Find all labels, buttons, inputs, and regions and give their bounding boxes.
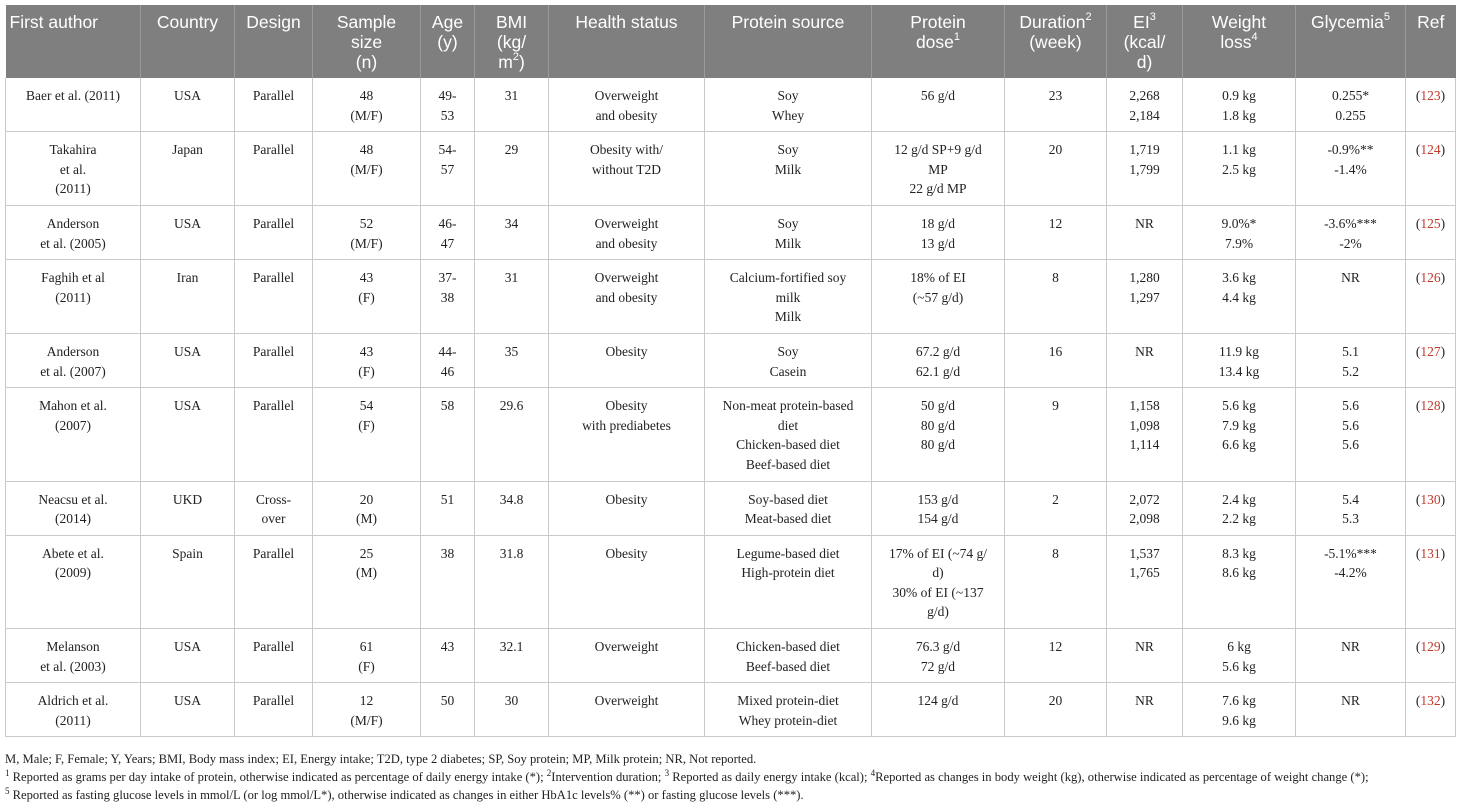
reference-link[interactable]: 128: [1420, 398, 1441, 414]
cell-dose: 18 g/d 13 g/d: [872, 205, 1005, 259]
cell-bmi: 31: [475, 78, 549, 132]
cell-glycemia: 0.255* 0.255: [1296, 78, 1406, 132]
cell-sample: 25 (M): [313, 535, 421, 628]
cell-duration: 20: [1005, 132, 1107, 206]
footnote-1: Reported as grams per day intake of protein, otherwise indicated as percentage of daily energy intake (*);: [12, 770, 547, 784]
cell-age: 43: [421, 629, 475, 683]
cell-dose: 56 g/d: [872, 78, 1005, 132]
cell-glycemia: 5.6 5.6 5.6: [1296, 388, 1406, 481]
cell-ref: (127): [1406, 333, 1456, 387]
cell-country: Iran: [141, 260, 235, 334]
cell-glycemia: NR: [1296, 260, 1406, 334]
footnote-line-3: $^5$ Reported as fasting glucose levels in mmol/L (or log mmol/L*), otherwise indicated as changes in either HbA1c levels% (**) or fasting glucose levels (***).: [5, 785, 804, 802]
cell-dose: 76.3 g/d 72 g/d: [872, 629, 1005, 683]
cell-sample: 43 (F): [313, 260, 421, 334]
cell-age: 38: [421, 535, 475, 628]
cell-glycemia: 5.4 5.3: [1296, 481, 1406, 535]
cell-age: 58: [421, 388, 475, 481]
cell-health: Overweight and obesity: [549, 205, 705, 259]
header-bmi: BMI (kg/ $m^2$): [475, 5, 549, 78]
cell-ref: (124): [1406, 132, 1456, 206]
reference-link[interactable]: 130: [1420, 491, 1441, 507]
header-ref: Ref: [1406, 5, 1456, 78]
cell-author: Baer et al. (2011): [6, 78, 141, 132]
cell-sample: 48 (M/F): [313, 132, 421, 206]
cell-age: 50: [421, 683, 475, 737]
reference-link[interactable]: 132: [1420, 693, 1441, 709]
header-sample: Sample size (n): [313, 5, 421, 78]
reference-link[interactable]: 124: [1420, 142, 1441, 158]
cell-ref: (129): [1406, 629, 1456, 683]
cell-age: 37- 38: [421, 260, 475, 334]
cell-ref: (132): [1406, 683, 1456, 737]
cell-bmi: 30: [475, 683, 549, 737]
header-first-author: First author: [6, 5, 141, 78]
table-footnotes: [5, 750, 1460, 804]
cell-author: Neacsu et al. (2014): [6, 481, 141, 535]
cell-dose: 153 g/d 154 g/d: [872, 481, 1005, 535]
cell-glycemia: NR: [1296, 683, 1406, 737]
cell-country: USA: [141, 333, 235, 387]
cell-country: Japan: [141, 132, 235, 206]
cell-age: 54- 57: [421, 132, 475, 206]
table-row: [6, 333, 1456, 387]
cell-weight: 2.4 kg 2.2 kg: [1183, 481, 1296, 535]
cell-sample: 12 (M/F): [313, 683, 421, 737]
cell-country: USA: [141, 388, 235, 481]
table-row: [6, 629, 1456, 683]
cell-bmi: 34.8: [475, 481, 549, 535]
cell-sample: 61 (F): [313, 629, 421, 683]
header-weight: Weight loss$^4$: [1183, 5, 1296, 78]
cell-glycemia: 5.1 5.2: [1296, 333, 1406, 387]
cell-design: Parallel: [235, 260, 313, 334]
cell-source: Mixed protein-diet Whey protein-diet: [705, 683, 872, 737]
header-glycemia: Glycemia$^5$: [1296, 5, 1406, 78]
cell-dose: 18% of EI (~57 g/d): [872, 260, 1005, 334]
cell-country: Spain: [141, 535, 235, 628]
cell-health: Obesity with/ without T2D: [549, 132, 705, 206]
cell-author: Mahon et al. (2007): [6, 388, 141, 481]
header-design: Design: [235, 5, 313, 78]
reference-link[interactable]: 129: [1420, 639, 1441, 655]
cell-health: Obesity with prediabetes: [549, 388, 705, 481]
study-table: [5, 5, 1456, 737]
cell-design: Parallel: [235, 132, 313, 206]
cell-source: Calcium-fortified soy milk Milk: [705, 260, 872, 334]
cell-ei: NR: [1107, 333, 1183, 387]
cell-design: Parallel: [235, 78, 313, 132]
cell-health: Obesity: [549, 333, 705, 387]
cell-weight: 8.3 kg 8.6 kg: [1183, 535, 1296, 628]
table-header: [6, 5, 1456, 78]
cell-ei: NR: [1107, 683, 1183, 737]
reference-link[interactable]: 127: [1420, 343, 1441, 359]
cell-dose: 124 g/d: [872, 683, 1005, 737]
cell-weight: 1.1 kg 2.5 kg: [1183, 132, 1296, 206]
cell-author: Aldrich et al. (2011): [6, 683, 141, 737]
cell-weight: 6 kg 5.6 kg: [1183, 629, 1296, 683]
table-row: [6, 132, 1456, 206]
cell-glycemia: NR: [1296, 629, 1406, 683]
cell-source: Legume-based diet High-protein diet: [705, 535, 872, 628]
cell-glycemia: -5.1%*** -4.2%: [1296, 535, 1406, 628]
cell-age: 46- 47: [421, 205, 475, 259]
cell-bmi: 29.6: [475, 388, 549, 481]
cell-design: Parallel: [235, 388, 313, 481]
table-row: [6, 78, 1456, 132]
cell-ei: 1,719 1,799: [1107, 132, 1183, 206]
cell-bmi: 34: [475, 205, 549, 259]
reference-link[interactable]: 123: [1420, 88, 1441, 103]
cell-design: Parallel: [235, 333, 313, 387]
cell-duration: 2: [1005, 481, 1107, 535]
cell-dose: 12 g/d SP+9 g/d MP 22 g/d MP: [872, 132, 1005, 206]
cell-author: Abete et al. (2009): [6, 535, 141, 628]
cell-design: Parallel: [235, 629, 313, 683]
header-country: Country: [141, 5, 235, 78]
cell-age: 49- 53: [421, 78, 475, 132]
reference-link[interactable]: 131: [1420, 545, 1441, 561]
cell-author: Faghih et al (2011): [6, 260, 141, 334]
cell-sample: 54 (F): [313, 388, 421, 481]
cell-duration: 9: [1005, 388, 1107, 481]
cell-glycemia: -0.9%** -1.4%: [1296, 132, 1406, 206]
cell-ei: NR: [1107, 629, 1183, 683]
cell-country: USA: [141, 205, 235, 259]
footnote-line-2: $^1$ Reported as grams per day intake of protein, otherwise indicated as percentage of daily energy intake (*); $^2$Intervention duration; $^3$ Reported as daily energy intake (kcal); $^4$Reported as changes in body weight (kg), otherwise indicated as percentage of weight change (*);: [5, 767, 1369, 784]
cell-weight: 5.6 kg 7.9 kg 6.6 kg: [1183, 388, 1296, 481]
cell-country: USA: [141, 629, 235, 683]
cell-weight: 3.6 kg 4.4 kg: [1183, 260, 1296, 334]
cell-design: Cross- over: [235, 481, 313, 535]
header-row: [6, 5, 1456, 78]
cell-sample: 20 (M): [313, 481, 421, 535]
table-row: [6, 481, 1456, 535]
cell-author: Anderson et al. (2007): [6, 333, 141, 387]
cell-dose: 17% of EI (~74 g/ d) 30% of EI (~137 g/d): [872, 535, 1005, 628]
cell-health: Overweight and obesity: [549, 78, 705, 132]
footnote-5: Reported as fasting glucose levels in mmol/L (or log mmol/L*), otherwise indicated as changes in either HbA1c levels% (**) or fasting glucose levels (***).: [9, 788, 804, 802]
cell-sample: 43 (F): [313, 333, 421, 387]
header-age: Age (y): [421, 5, 475, 78]
reference-link[interactable]: 125: [1420, 215, 1441, 231]
cell-ei: NR: [1107, 205, 1183, 259]
cell-health: Obesity: [549, 535, 705, 628]
cell-sample: 48 (M/F): [313, 78, 421, 132]
cell-ei: 2,268 2,184: [1107, 78, 1183, 132]
header-health-status: Health status: [549, 5, 705, 78]
cell-source: Soy Whey: [705, 78, 872, 132]
cell-source: Soy Casein: [705, 333, 872, 387]
cell-weight: 0.9 kg 1.8 kg: [1183, 78, 1296, 132]
cell-author: Anderson et al. (2005): [6, 205, 141, 259]
header-ei: $EI^3$ (kcal/ d): [1107, 5, 1183, 78]
cell-bmi: 29: [475, 132, 549, 206]
cell-bmi: 32.1: [475, 629, 549, 683]
cell-country: UKD: [141, 481, 235, 535]
cell-weight: 9.0%* 7.9%: [1183, 205, 1296, 259]
cell-source: Chicken-based diet Beef-based diet: [705, 629, 872, 683]
cell-design: Parallel: [235, 683, 313, 737]
cell-duration: 12: [1005, 205, 1107, 259]
table-row: [6, 683, 1456, 737]
cell-ei: 1,280 1,297: [1107, 260, 1183, 334]
footnote-abbreviations: M, Male; F, Female; Y, Years; BMI, Body mass index; EI, Energy intake; T2D, type 2 diabetes; SP, Soy protein; MP, Milk protein; NR, Not reported.: [5, 752, 757, 766]
study-table-container: [5, 5, 1455, 737]
table-body: [6, 78, 1456, 737]
cell-age: 44- 46: [421, 333, 475, 387]
table-row: [6, 205, 1456, 259]
cell-source: Soy Milk: [705, 132, 872, 206]
cell-ei: 2,072 2,098: [1107, 481, 1183, 535]
footnote-3: Reported as daily energy intake (kcal);: [669, 770, 871, 784]
cell-health: Overweight and obesity: [549, 260, 705, 334]
cell-dose: 67.2 g/d 62.1 g/d: [872, 333, 1005, 387]
header-protein-source: Protein source: [705, 5, 872, 78]
cell-duration: 16: [1005, 333, 1107, 387]
footnote-4: Reported as changes in body weight (kg), otherwise indicated as percentage of weight change (*);: [875, 770, 1369, 784]
reference-link[interactable]: 126: [1420, 270, 1441, 286]
cell-dose: 50 g/d 80 g/d 80 g/d: [872, 388, 1005, 481]
cell-duration: 20: [1005, 683, 1107, 737]
table-row: [6, 388, 1456, 481]
table-row: [6, 260, 1456, 334]
cell-ref: (131): [1406, 535, 1456, 628]
cell-design: Parallel: [235, 205, 313, 259]
cell-weight: 11.9 kg 13.4 kg: [1183, 333, 1296, 387]
cell-ref: (130): [1406, 481, 1456, 535]
cell-country: USA: [141, 78, 235, 132]
cell-ref: (128): [1406, 388, 1456, 481]
cell-author: Melanson et al. (2003): [6, 629, 141, 683]
cell-ref: (125): [1406, 205, 1456, 259]
cell-source: Soy Milk: [705, 205, 872, 259]
cell-health: Obesity: [549, 481, 705, 535]
cell-source: Non-meat protein-based diet Chicken-based diet Beef-based diet: [705, 388, 872, 481]
cell-age: 51: [421, 481, 475, 535]
cell-duration: 8: [1005, 535, 1107, 628]
cell-ref: (126): [1406, 260, 1456, 334]
header-duration: Duration$^2$ (week): [1005, 5, 1107, 78]
cell-bmi: 35: [475, 333, 549, 387]
cell-source: Soy-based diet Meat-based diet: [705, 481, 872, 535]
cell-health: Overweight: [549, 629, 705, 683]
footnote-2: Intervention duration;: [551, 770, 665, 784]
cell-duration: 12: [1005, 629, 1107, 683]
cell-ei: 1,158 1,098 1,114: [1107, 388, 1183, 481]
table-row: [6, 535, 1456, 628]
cell-author: Takahira et al. (2011): [6, 132, 141, 206]
cell-glycemia: -3.6%*** -2%: [1296, 205, 1406, 259]
cell-weight: 7.6 kg 9.6 kg: [1183, 683, 1296, 737]
cell-bmi: 31.8: [475, 535, 549, 628]
cell-duration: 8: [1005, 260, 1107, 334]
cell-health: Overweight: [549, 683, 705, 737]
cell-duration: 23: [1005, 78, 1107, 132]
cell-sample: 52 (M/F): [313, 205, 421, 259]
cell-ei: 1,537 1,765: [1107, 535, 1183, 628]
cell-ref: (123): [1406, 78, 1456, 132]
header-protein: Protein dose$^1$: [872, 5, 1005, 78]
cell-design: Parallel: [235, 535, 313, 628]
cell-country: USA: [141, 683, 235, 737]
cell-bmi: 31: [475, 260, 549, 334]
